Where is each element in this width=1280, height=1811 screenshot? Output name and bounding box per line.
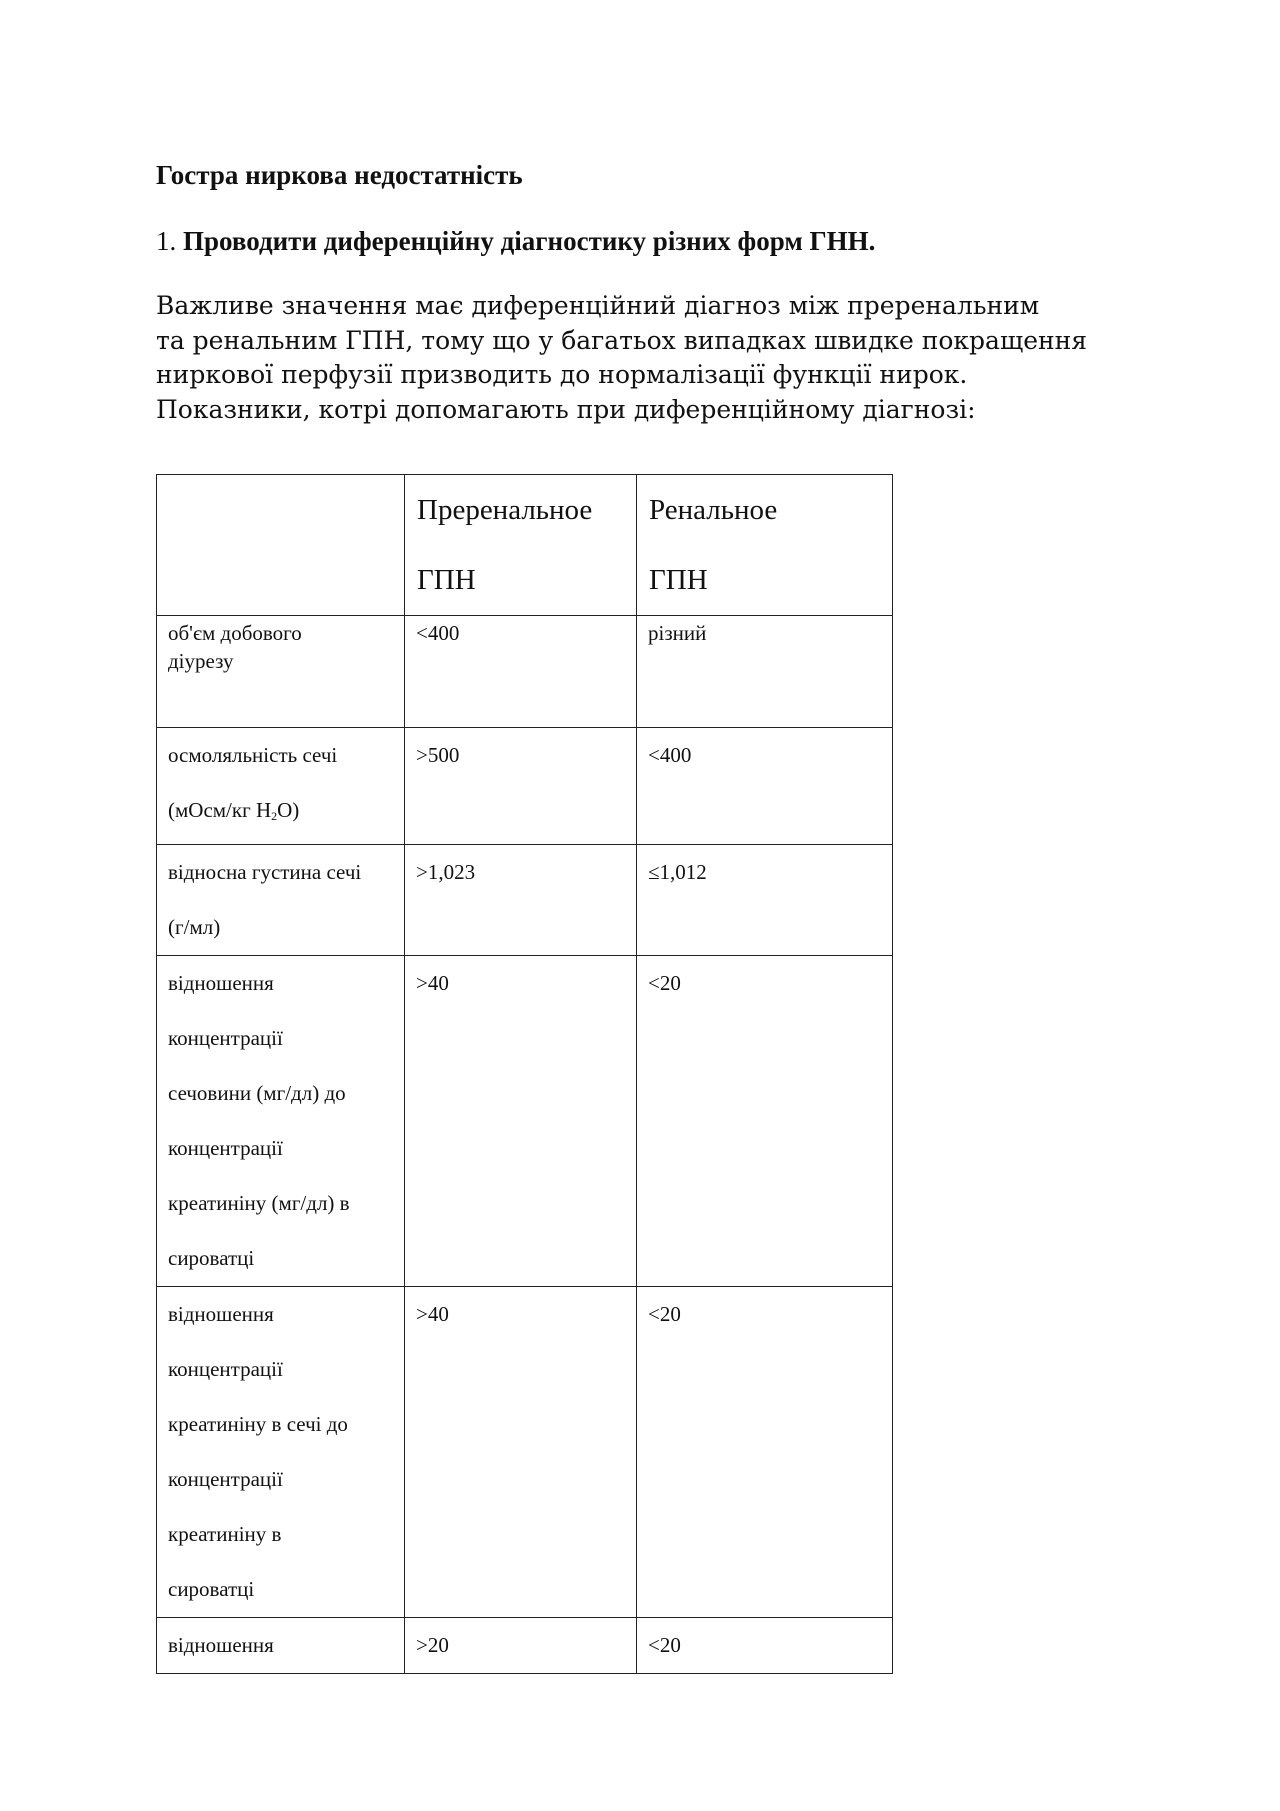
renal-value: <20 [637,1618,893,1674]
renal-value: <20 [637,1287,893,1618]
renal-value: ≤1,012 [637,845,893,956]
header-line: Ренальное [649,494,778,526]
label-line: креатиніну (мг/дл) в [168,1191,350,1215]
header-line: ГПН [649,564,708,596]
header-line: Преренальное [417,494,593,526]
renal-value: різний [637,616,893,728]
prerenal-value: >20 [405,1618,637,1674]
prerenal-value: >40 [405,956,637,1287]
label-line: відносна густина сечі [168,860,362,884]
table-row [157,728,893,845]
label-line: концентрації [168,1357,283,1381]
label-line: діурезу [168,649,234,673]
label-line: концентрації [168,1136,283,1160]
renal-value: <20 [637,956,893,1287]
label-line: концентрації [168,1467,283,1491]
table-row [157,956,893,1287]
diagnosis-table [156,474,893,1674]
prerenal-value: >40 [405,1287,637,1618]
label-line-with-subscript [168,783,404,844]
label-line: осмоляльність сечі [168,743,338,767]
label-line: концентрації [168,1026,283,1050]
row-label [157,1618,405,1674]
table-row [157,1618,893,1674]
intro-paragraph [156,289,1116,427]
renal-value: <400 [637,728,893,845]
label-line: відношення [168,971,274,995]
table-row [157,1287,893,1618]
prerenal-value: <400 [405,616,637,728]
label-line: сироватці [168,1577,255,1601]
paragraph-line: Показники, котрі допомагають при диференційному діагнозі: [156,394,976,424]
header-renal [637,475,893,616]
row-label [157,845,405,956]
label-line: відношення [168,1633,274,1657]
header-line: ГПН [417,564,476,596]
section-heading [156,221,1116,261]
document-title: Гостра ниркова недостатність [156,160,523,190]
label-line: креатиніну в [168,1522,282,1546]
label-line: відношення [168,1302,274,1326]
document-page [156,155,1116,427]
row-label [157,1287,405,1618]
row-label [157,956,405,1287]
header-empty-cell [157,475,405,616]
label-line: об'єм добового [168,621,302,645]
label-tail: O) [277,798,300,822]
row-label [157,728,405,845]
table-header-row [157,475,893,616]
prerenal-value: >500 [405,728,637,845]
section-heading-text: Проводити диференційну діагностику різних форм ГНН. [183,226,876,256]
section-number: 1. [156,226,177,256]
paragraph-line: ниркової перфузії призводить до нормалізації функції нирок. [156,360,968,389]
label-line: креатиніну в сечі до [168,1412,348,1436]
label-line: (г/мл) [168,915,221,939]
label-line: сироватці [168,1246,255,1270]
paragraph-line: Важливе значення має диференційний діагноз між преренальним [156,291,1040,320]
table-row [157,616,893,728]
paragraph-line: та ренальним ГПН, тому що у багатьох випадках швидке покращення [156,325,1088,355]
label-line: сечовини (мг/дл) до [168,1081,346,1105]
label-subscript: 2 [271,809,278,823]
table-row [157,845,893,956]
prerenal-value: >1,023 [405,845,637,956]
label-text: (мОсм/кг H [168,798,272,822]
header-prerenal [405,475,637,616]
row-label [157,616,405,728]
